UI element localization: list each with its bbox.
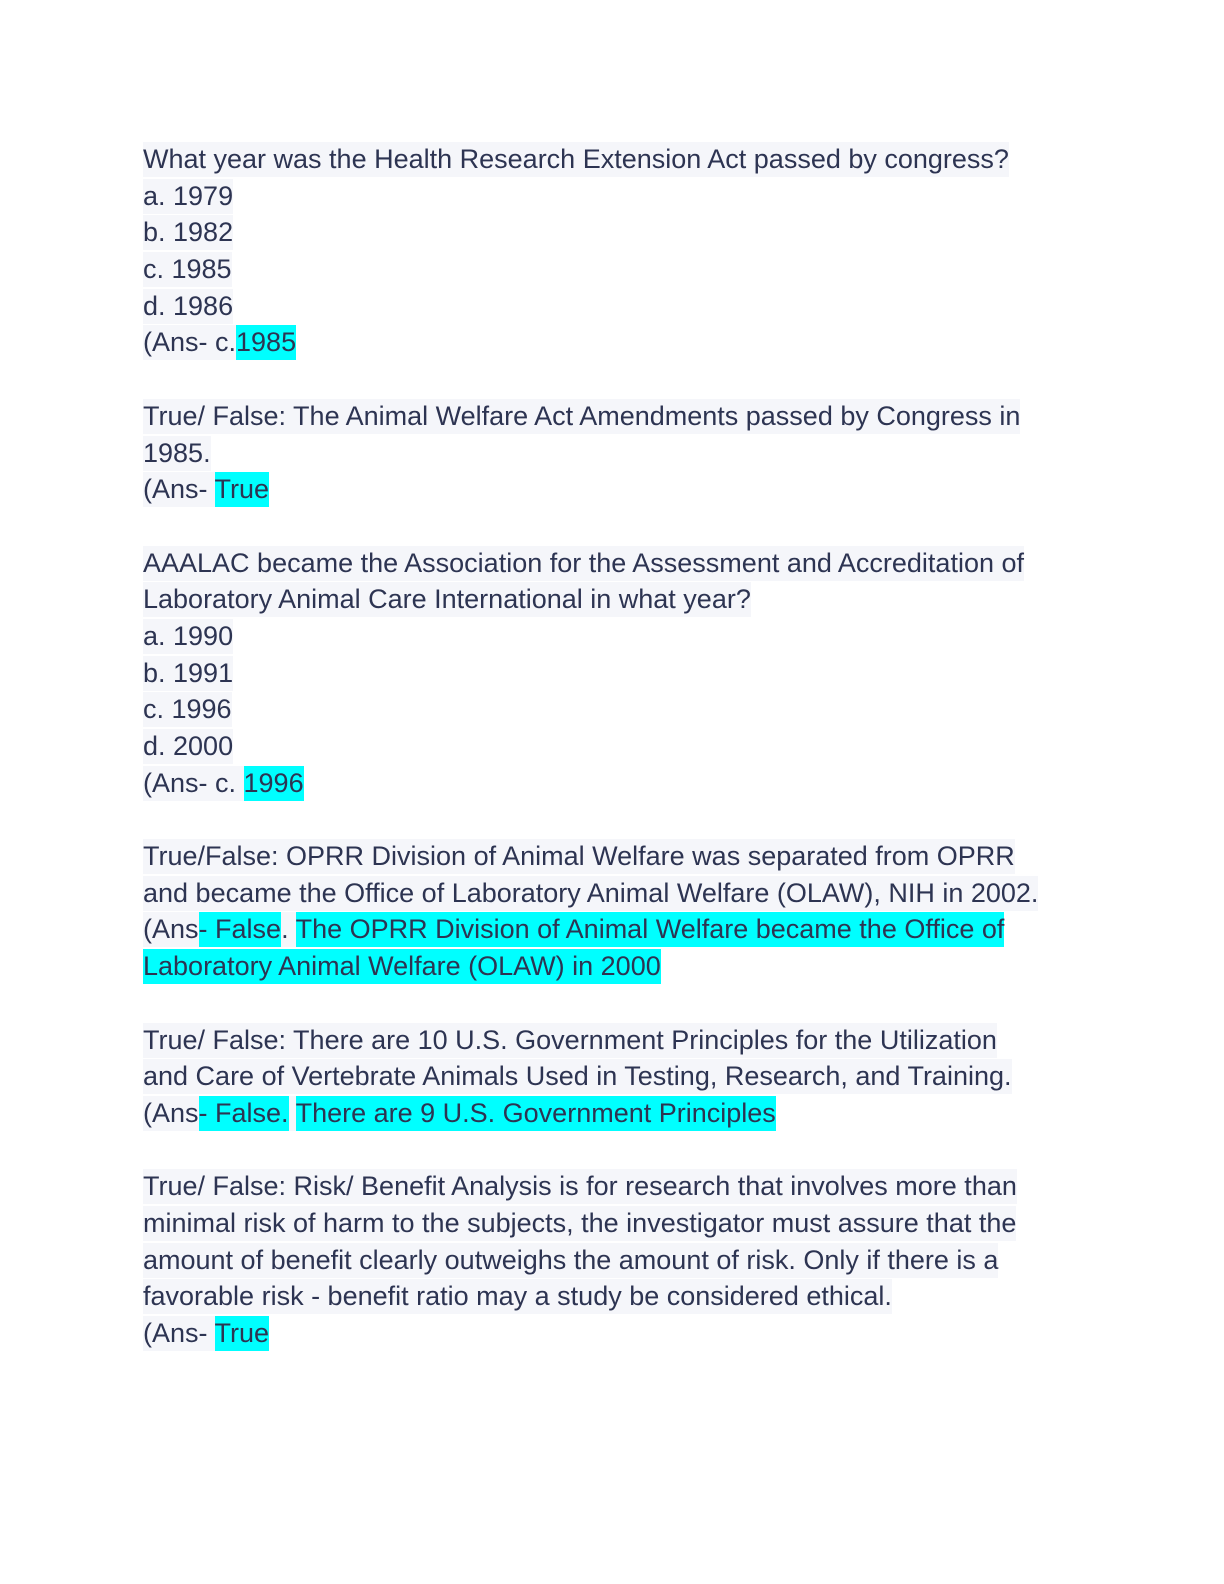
text-line bbox=[143, 728, 1224, 765]
text-segment: a. 1979 bbox=[143, 179, 233, 214]
text-segment: and Care of Vertebrate Animals Used in Testing, Research, and Training. bbox=[143, 1059, 1012, 1094]
text-line bbox=[143, 1168, 1224, 1205]
text-line bbox=[143, 435, 1224, 472]
text-line bbox=[143, 765, 1224, 802]
text-segment: True/ False: Risk/ Benefit Analysis is for research that involves more than bbox=[143, 1169, 1017, 1204]
text-line bbox=[143, 398, 1224, 435]
text-segment: What year was the Health Research Extension Act passed by congress? bbox=[143, 142, 1009, 177]
text-line bbox=[143, 1278, 1224, 1315]
text-line bbox=[143, 1058, 1224, 1095]
highlighted-answer: - False. bbox=[199, 1096, 289, 1131]
text-line bbox=[143, 214, 1224, 251]
question-block bbox=[143, 838, 1224, 985]
text-line bbox=[143, 875, 1224, 912]
highlighted-answer: Laboratory Animal Welfare (OLAW) in 2000 bbox=[143, 949, 661, 984]
text-segment: favorable risk - benefit ratio may a study be considered ethical. bbox=[143, 1279, 892, 1314]
document-page bbox=[143, 141, 1224, 1352]
blank-line bbox=[143, 1132, 1224, 1169]
text-line bbox=[143, 1095, 1224, 1132]
text-segment: (Ans- c. bbox=[143, 766, 244, 801]
text-segment: AAALAC became the Association for the Assessment and Accreditation of bbox=[143, 546, 1024, 581]
text-segment: (Ans bbox=[143, 912, 199, 947]
question-block bbox=[143, 1022, 1224, 1132]
text-line bbox=[143, 911, 1224, 948]
text-line bbox=[143, 618, 1224, 655]
text-segment: (Ans- bbox=[143, 1316, 215, 1351]
text-line bbox=[143, 1022, 1224, 1059]
text-line bbox=[143, 1205, 1224, 1242]
text-line bbox=[143, 1242, 1224, 1279]
blank-line bbox=[143, 361, 1224, 398]
text-line bbox=[143, 288, 1224, 325]
text-segment: a. 1990 bbox=[143, 619, 233, 654]
text-segment: 1985. bbox=[143, 436, 211, 471]
question-block bbox=[143, 398, 1224, 508]
text-line bbox=[143, 691, 1224, 728]
blank-line bbox=[143, 801, 1224, 838]
highlighted-answer: True bbox=[215, 472, 270, 507]
blank-line bbox=[143, 985, 1224, 1022]
question-block bbox=[143, 141, 1224, 361]
text-line bbox=[143, 251, 1224, 288]
text-segment: True/False: OPRR Division of Animal Welfare was separated from OPRR bbox=[143, 839, 1015, 874]
highlighted-answer: The OPRR Division of Animal Welfare became the Office of bbox=[296, 912, 1005, 947]
highlighted-answer: - False bbox=[199, 912, 282, 947]
text-line bbox=[143, 178, 1224, 215]
text-segment: amount of benefit clearly outweighs the amount of risk. Only if there is a bbox=[143, 1243, 998, 1278]
text-segment: minimal risk of harm to the subjects, the investigator must assure that the bbox=[143, 1206, 1016, 1241]
question-block bbox=[143, 545, 1224, 802]
text-segment: d. 1986 bbox=[143, 289, 233, 324]
text-line bbox=[143, 471, 1224, 508]
text-line bbox=[143, 948, 1224, 985]
text-segment: Laboratory Animal Care International in what year? bbox=[143, 582, 751, 617]
text-segment: True/ False: There are 10 U.S. Government Principles for the Utilization bbox=[143, 1023, 997, 1058]
text-segment: b. 1982 bbox=[143, 215, 233, 250]
text-segment: and became the Office of Laboratory Animal Welfare (OLAW), NIH in 2002. bbox=[143, 876, 1038, 911]
question-block bbox=[143, 1168, 1224, 1351]
text-segment: d. 2000 bbox=[143, 729, 233, 764]
highlighted-answer: 1985 bbox=[236, 325, 296, 360]
text-segment: c. 1996 bbox=[143, 692, 232, 727]
highlighted-answer: 1996 bbox=[244, 766, 304, 801]
blank-line bbox=[143, 508, 1224, 545]
highlighted-answer: There are 9 U.S. Government Principles bbox=[296, 1096, 776, 1131]
text-line bbox=[143, 324, 1224, 361]
text-line bbox=[143, 581, 1224, 618]
highlighted-answer: True bbox=[215, 1316, 270, 1351]
text-line bbox=[143, 545, 1224, 582]
text-segment: True/ False: The Animal Welfare Act Amendments passed by Congress in bbox=[143, 399, 1020, 434]
text-line bbox=[143, 838, 1224, 875]
text-segment bbox=[289, 1096, 296, 1131]
text-segment: . bbox=[281, 912, 296, 947]
text-segment: c. 1985 bbox=[143, 252, 232, 287]
text-segment: (Ans bbox=[143, 1096, 199, 1131]
text-line bbox=[143, 655, 1224, 692]
text-line bbox=[143, 141, 1224, 178]
text-segment: (Ans- bbox=[143, 472, 215, 507]
text-segment: (Ans- c. bbox=[143, 325, 236, 360]
text-segment: b. 1991 bbox=[143, 656, 233, 691]
text-line bbox=[143, 1315, 1224, 1352]
